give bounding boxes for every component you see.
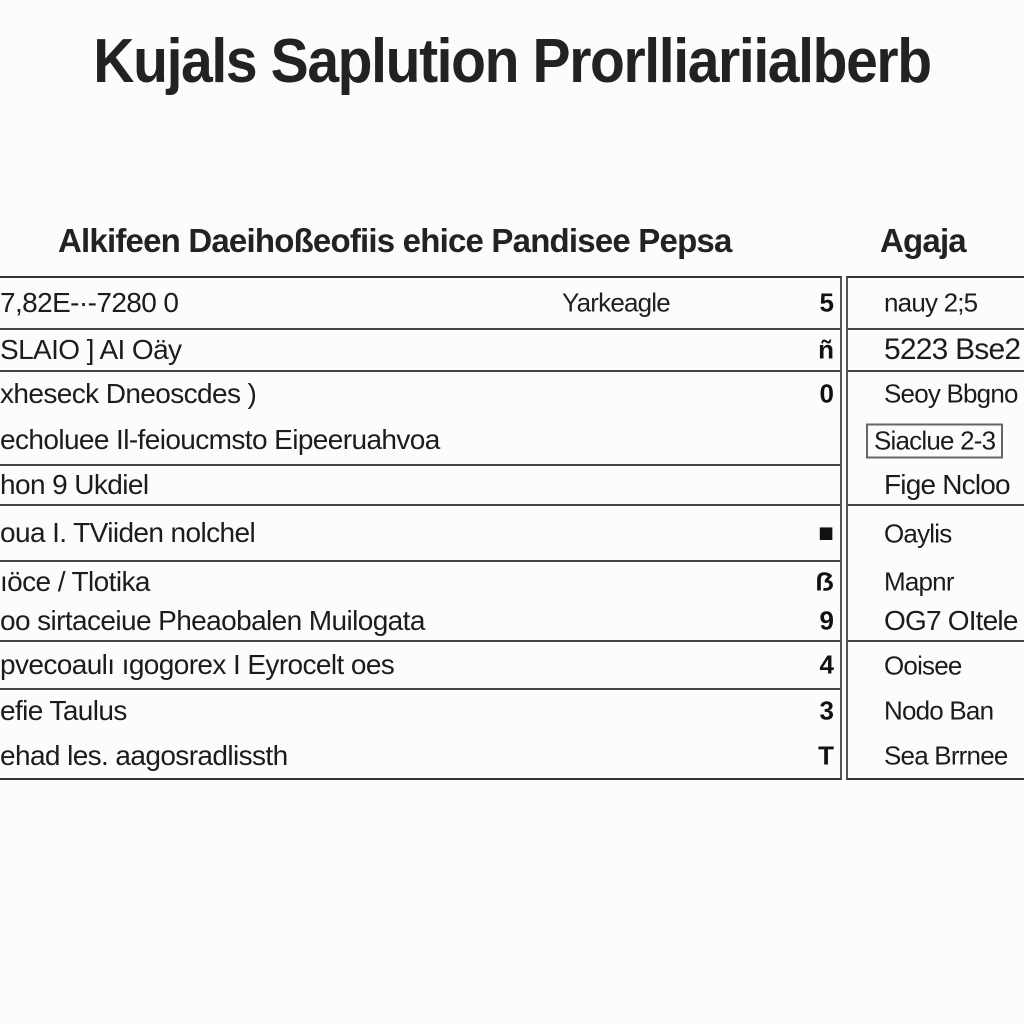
table-row <box>0 690 840 732</box>
row-mark: 0 <box>819 378 834 409</box>
side-value: Siaclue 2-3 <box>866 424 1003 459</box>
side-row <box>848 732 1024 780</box>
side-value: Oaylis <box>884 518 952 549</box>
side-value: 5223 Bse2 <box>884 333 1021 366</box>
row-label: ehad les. aagosradlissth <box>0 740 288 771</box>
row-mark: 5 <box>819 287 834 318</box>
side-row <box>848 466 1024 506</box>
row-mark: 4 <box>819 649 834 680</box>
side-value: Ooisee <box>884 650 962 681</box>
row-mark: T <box>818 740 834 771</box>
side-column-header: Agaja <box>880 222 966 259</box>
row-label: ıöce / Tlotika <box>0 566 150 597</box>
row-mid-label: Yarkeagle <box>562 287 670 318</box>
row-label: pvecoaulı ıgogorex I Eyrocelt oes <box>0 649 395 680</box>
main-column-header: Alkifeen Daeihoßeofiis ehice Pandisee Pepsa <box>58 222 732 259</box>
side-value: Nodo Ban <box>884 695 994 726</box>
side-value: OG7 OItele <box>884 605 1018 636</box>
row-mark: ■ <box>818 517 834 548</box>
side-table <box>846 276 1024 780</box>
side-row <box>848 372 1024 416</box>
side-row <box>848 506 1024 562</box>
row-label: efie Taulus <box>0 695 127 726</box>
row-label: 7,82E-·-7280 0 <box>0 287 179 318</box>
table-row <box>0 732 840 780</box>
table-row <box>0 466 840 506</box>
row-mark: 3 <box>819 695 834 726</box>
row-label: hon 9 Ukdiel <box>0 469 149 500</box>
table-row <box>0 278 840 330</box>
side-value: nauy 2;5 <box>884 287 978 318</box>
table-row <box>0 330 840 372</box>
table-row <box>0 562 840 602</box>
row-label: oua I. TViiden nolchel <box>0 517 256 548</box>
side-value: Sea Brrnee <box>884 740 1008 771</box>
row-mark: 9 <box>819 605 834 636</box>
side-row <box>848 602 1024 642</box>
side-value: Fige Ncloo <box>884 469 1010 500</box>
row-mark: ñ <box>818 334 834 365</box>
table-row <box>0 416 840 466</box>
side-row <box>848 690 1024 732</box>
side-row <box>848 278 1024 330</box>
row-label: SLAIO ] AI Oäy <box>0 334 182 365</box>
row-label: echoluee Il-feioucmsto Eipeeruahvoa <box>0 424 440 455</box>
table-row <box>0 602 840 642</box>
row-mark: ẞ <box>815 566 834 597</box>
side-row <box>848 416 1024 466</box>
page-title: Kujals Saplution Prorlliariialberb <box>93 27 931 96</box>
table-row <box>0 506 840 562</box>
side-value: Mapnr <box>884 566 954 597</box>
table-row <box>0 642 840 690</box>
side-row <box>848 330 1024 372</box>
side-row <box>848 642 1024 690</box>
side-value: Seoy Bbgno <box>884 378 1018 409</box>
row-label: oo sirtaceiue Pheaobalen Muilogata <box>0 605 425 636</box>
main-table <box>0 276 842 780</box>
table-row <box>0 372 840 416</box>
side-row <box>848 562 1024 602</box>
row-label: xheseck Dneoscdes ) <box>0 378 257 409</box>
data-table <box>0 276 1024 782</box>
